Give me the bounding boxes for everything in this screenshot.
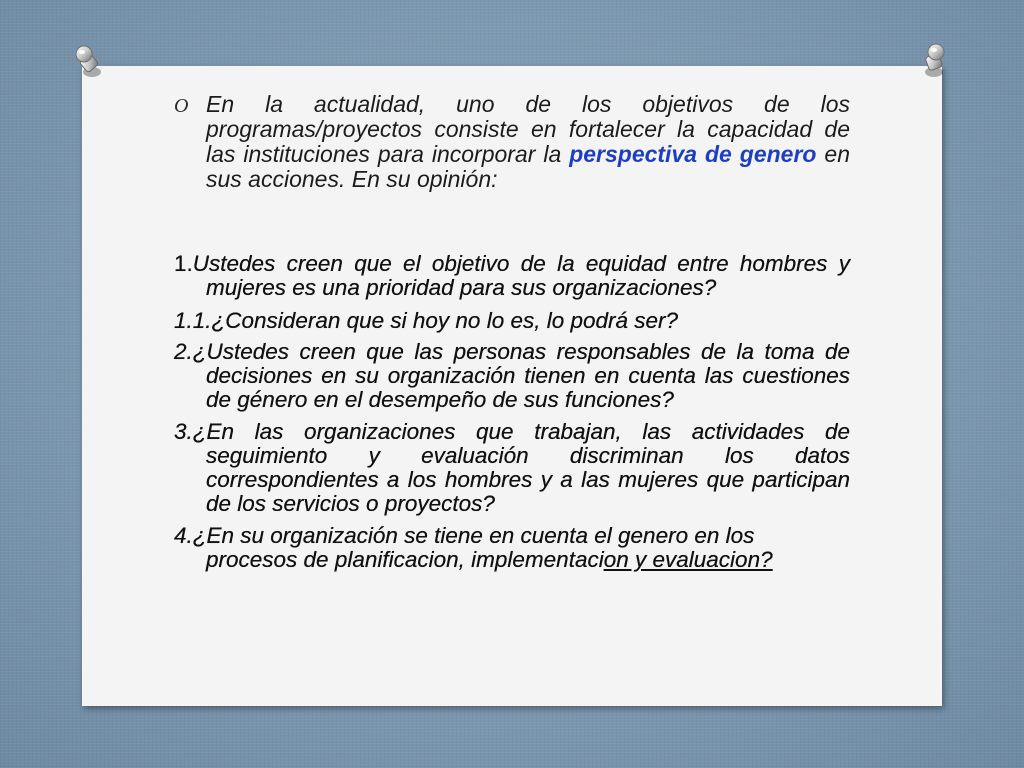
question-number: 3. xyxy=(174,419,193,444)
question-text: ¿Ustedes creen que las personas responsables de la toma de decisiones en su organización tienen en cuenta las cuestiones de género en el desempeño de sus funciones? xyxy=(192,339,850,412)
question-1 xyxy=(174,252,850,300)
bullet-marker: O xyxy=(174,95,189,117)
question-text: Ustedes creen que el objetivo de la equidad entre hombres y mujeres es una prioridad para sus organizaciones? xyxy=(192,251,850,300)
intro-text: En la actualidad, uno de los objetivos de los programas/proyectos consiste en fortalecer la capacidad de las instituciones para incorporar la xyxy=(206,91,850,167)
question-3 xyxy=(174,420,850,516)
question-text-underlined: on y evaluacion? xyxy=(603,547,773,572)
question-number: 1. xyxy=(174,251,193,276)
intro-text-end: en sus acciones. En su opinión: xyxy=(206,141,850,192)
question-text: ¿En su organización se tiene en cuenta el genero en los procesos de planificacion, implementaci xyxy=(192,523,755,572)
pushpin-icon xyxy=(914,40,954,80)
question-2 xyxy=(174,340,850,412)
question-list xyxy=(174,252,850,572)
question-text: ¿Consideran que si hoy no lo es, lo podrá ser? xyxy=(211,308,679,333)
pushpin-icon xyxy=(70,42,110,82)
intro-highlight: perspectiva de genero xyxy=(569,141,817,167)
intro-paragraph xyxy=(174,92,850,192)
question-4 xyxy=(174,524,850,572)
question-number: 4. xyxy=(174,523,193,548)
question-number: 1.1. xyxy=(174,308,212,333)
question-number: 2. xyxy=(174,339,193,364)
question-1-1 xyxy=(174,309,850,333)
question-text: ¿En las organizaciones que trabajan, las actividades de seguimiento y evaluación discriminan los datos correspondientes a los hombres y a las mujeres que participan de los servicios o proyectos? xyxy=(192,419,850,516)
